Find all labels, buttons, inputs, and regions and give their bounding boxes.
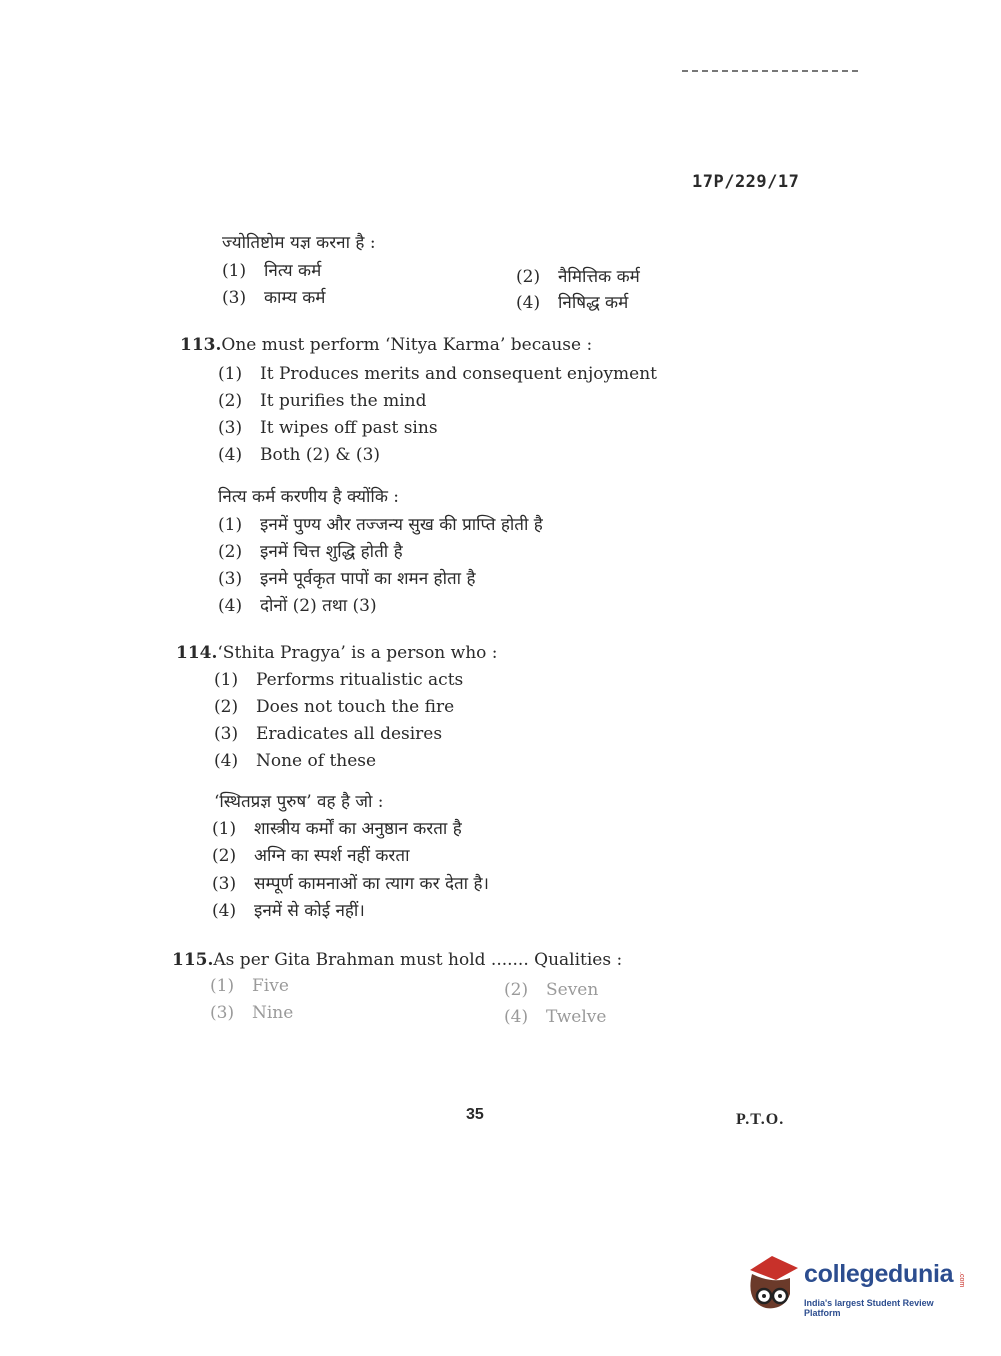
q113-hindi-option-2: (2) इनमें चित्त शुद्धि होती है (218, 542, 403, 562)
q114-hindi-option-4: (4) इनमें से कोई नहीं। (212, 901, 365, 921)
q114-hindi-stem: ‘स्थितप्रज्ञ पुरुष’ वह है जो : (214, 792, 384, 812)
q112-option-2: (2) नैमित्तिक कर्म (516, 267, 640, 287)
logo-domain-suffix: .com (958, 1272, 965, 1288)
q115-option-4: (4) Twelve (504, 1007, 607, 1027)
q114-option-2: (2) Does not touch the fire (214, 697, 455, 717)
top-dashed-line (682, 70, 858, 72)
q114-stem: 114.‘Sthita Pragya’ is a person who : (176, 643, 498, 663)
q113-hindi-option-1: (1) इनमें पुण्य और तज्जन्य सुख की प्राप्ति होती है (218, 515, 543, 535)
q113-option-2: (2) It purifies the mind (218, 391, 427, 411)
q113-option-4: (4) Both (2) & (3) (218, 445, 381, 465)
q112-hindi-stem: ज्योतिष्टोम यज्ञ करना है : (222, 233, 376, 253)
q115-option-3: (3) Nine (210, 1003, 294, 1023)
paper-code: 17P/229/17 (692, 172, 800, 192)
q113-hindi-option-3: (3) इनमे पूर्वकृत पापों का शमन होता है (218, 569, 476, 589)
q112-option-1: (1) नित्य कर्म (222, 261, 322, 281)
q114-option-3: (3) Eradicates all desires (214, 724, 443, 744)
q113-hindi-option-4: (4) दोनों (2) तथा (3) (218, 596, 377, 616)
q115-option-2: (2) Seven (504, 980, 599, 1000)
q114-option-1: (1) Performs ritualistic acts (214, 670, 464, 690)
q112-option-3: (3) काम्य कर्म (222, 288, 326, 308)
q113-hindi-stem: नित्य कर्म करणीय है क्योंकि : (218, 487, 400, 507)
q115-option-1: (1) Five (210, 976, 289, 996)
q114-hindi-option-2: (2) अग्नि का स्पर्श नहीं करता (212, 846, 410, 866)
pto-label: P.T.O. (736, 1111, 785, 1128)
collegedunia-logo (740, 1250, 972, 1322)
q114-hindi-option-1: (1) शास्त्रीय कर्मों का अनुष्ठान करता है (212, 819, 462, 839)
q114-option-4: (4) None of these (214, 751, 377, 771)
q112-option-4: (4) निषिद्ध कर्म (516, 293, 629, 313)
q113-stem: 113.One must perform ‘Nitya Karma’ because : (180, 335, 593, 355)
logo-wordmark: collegedunia (804, 1260, 954, 1288)
q114-hindi-option-3: (3) सम्पूर्ण कामनाओं का त्याग कर देता है। (212, 874, 489, 894)
student-mascot-icon (742, 1250, 802, 1314)
q113-option-1: (1) It Produces merits and consequent enjoyment (218, 364, 658, 384)
q113-option-3: (3) It wipes off past sins (218, 418, 438, 438)
q115-stem: 115.As per Gita Brahman must hold ....... Qualities : (172, 950, 623, 970)
page-number: 35 (466, 1106, 484, 1123)
logo-tagline: India's largest Student Review Platform (804, 1298, 934, 1318)
